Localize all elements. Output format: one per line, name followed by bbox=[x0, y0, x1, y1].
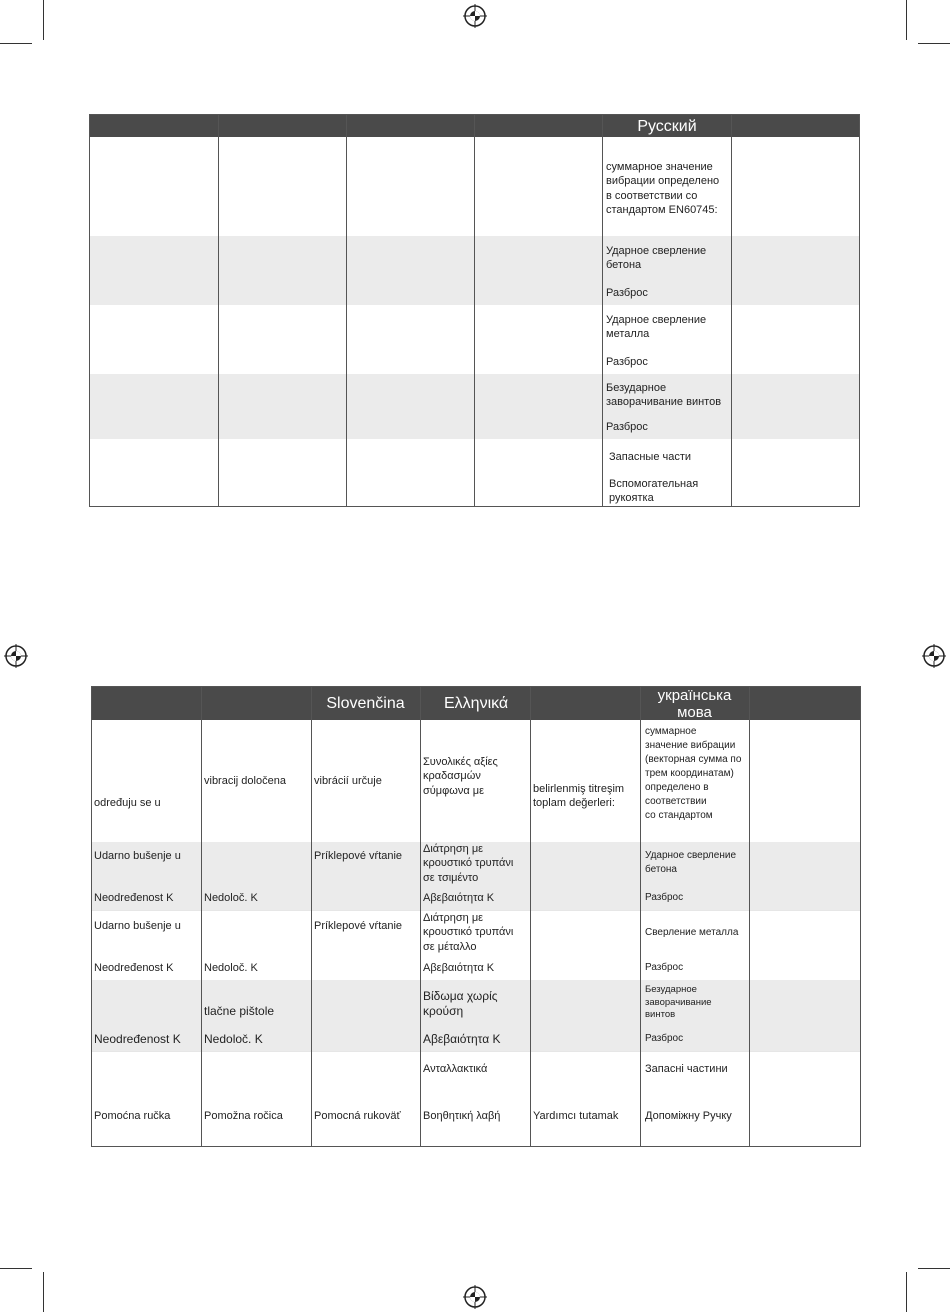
cell-text: Разброс bbox=[645, 962, 684, 973]
cell-text: Разброс bbox=[645, 892, 684, 903]
row-separator bbox=[92, 1051, 860, 1052]
cell-text: Διάτρηση με κρουστικό τρυπάνι σε μέταλλο bbox=[423, 912, 514, 953]
header-cell bbox=[92, 687, 201, 720]
column-divider bbox=[530, 687, 531, 1146]
cell-text: određuju se u bbox=[94, 797, 161, 809]
header-cell-ukrainian: українська мова bbox=[657, 686, 732, 721]
cell-text: Ударное сверление бетона bbox=[606, 245, 707, 272]
cell-text: Príklepové vŕtanie bbox=[314, 920, 403, 932]
registration-mark-icon bbox=[922, 644, 946, 668]
crop-mark bbox=[0, 43, 32, 44]
top-spec-table bbox=[89, 114, 860, 507]
cell-text: belirlenmiş titreşim toplam değerleri: bbox=[533, 783, 625, 810]
column-divider bbox=[218, 115, 219, 506]
header-cell bbox=[475, 115, 603, 137]
cell-text: Αβεβαιότητα K bbox=[423, 892, 495, 904]
cell-text: Разброс bbox=[645, 1033, 684, 1044]
registration-mark-icon bbox=[4, 644, 28, 668]
column-divider bbox=[420, 687, 421, 1146]
registration-mark-icon bbox=[463, 1285, 487, 1309]
cell-text: Βίδωμα χωρίς κρούση bbox=[423, 989, 498, 1018]
header-cell-russian: Русский bbox=[637, 117, 697, 135]
column-divider bbox=[602, 115, 603, 506]
crop-mark bbox=[43, 1272, 44, 1312]
cell-text: Príklepové vŕtanie bbox=[314, 850, 403, 862]
cell-text: Допоміжну Ручку bbox=[645, 1110, 732, 1122]
cell-text: Neodređenost K bbox=[94, 892, 174, 904]
cell-text: Ударное сверление бетона bbox=[645, 850, 737, 875]
cell-text: Ανταλλακτικά bbox=[423, 1063, 488, 1075]
cell-text: Διάτρηση με κρουστικό τρυπάνι σε τσιμέντο bbox=[423, 843, 514, 884]
column-divider bbox=[346, 115, 347, 506]
cell-text: Nedoloč. K bbox=[204, 962, 258, 974]
header-cell bbox=[347, 115, 475, 137]
cell-text: Запасні частини bbox=[645, 1063, 728, 1075]
cell-text: Yardımcı tutamak bbox=[533, 1110, 619, 1122]
registration-mark-icon bbox=[463, 4, 487, 28]
cell-text: Pomoćna ručka bbox=[94, 1110, 171, 1122]
cell-text: Разброс bbox=[606, 287, 648, 299]
cell-text: Pomožna ročica bbox=[204, 1110, 283, 1122]
crop-mark bbox=[918, 43, 950, 44]
header-cell bbox=[218, 115, 346, 137]
crop-mark bbox=[906, 0, 907, 40]
cell-text: Αβεβαιότητα K bbox=[423, 962, 495, 974]
header-cell bbox=[530, 687, 640, 720]
cell-text: Безударное заворачивание винтов bbox=[606, 382, 722, 409]
header-cell-greek: Ελληνικά bbox=[444, 695, 509, 712]
cell-text: Neodređenost K bbox=[94, 962, 174, 974]
crop-mark bbox=[918, 1268, 950, 1269]
bottom-spec-table bbox=[91, 686, 861, 1147]
cell-text: Βοηθητική λαβή bbox=[423, 1110, 501, 1122]
cell-text: Nedoloč. K bbox=[204, 892, 258, 904]
column-divider bbox=[474, 115, 475, 506]
cell-text: vibracij določena bbox=[204, 775, 286, 787]
header-cell-slovak: Slovenčina bbox=[326, 695, 405, 712]
column-divider bbox=[640, 687, 641, 1146]
cell-text: Разброс bbox=[606, 356, 648, 368]
table-header bbox=[92, 687, 860, 720]
cell-text: Udarno bušenje u bbox=[94, 850, 181, 862]
cell-text: tlačne pištole bbox=[204, 1004, 275, 1018]
cell-text: Ударное сверление металла bbox=[606, 314, 707, 341]
header-cell bbox=[201, 687, 311, 720]
cell-text: суммарное значение вибрации (векторная сумма по трем координатам) определено в соответствии со стандартом bbox=[645, 726, 742, 821]
cell-text: Вспомогательная рукоятка bbox=[609, 478, 699, 505]
header-cell bbox=[731, 115, 859, 137]
column-divider bbox=[731, 115, 732, 506]
cell-text: vibrácií určuje bbox=[314, 775, 382, 787]
cell-text: Безударное заворачивание винтов bbox=[645, 984, 712, 1020]
cell-text: Neodređenost K bbox=[94, 1032, 181, 1046]
cell-text: Συνολικές αξίες κραδασμών σύμφωνα με bbox=[423, 756, 498, 797]
header-cell bbox=[749, 687, 860, 720]
column-divider bbox=[749, 687, 750, 1146]
cell-text: Сверление металла bbox=[645, 927, 739, 938]
header-cell bbox=[90, 115, 218, 137]
crop-mark bbox=[906, 1272, 907, 1312]
cell-text: Udarno bušenje u bbox=[94, 920, 181, 932]
cell-text: Запасные части bbox=[609, 451, 692, 463]
crop-mark bbox=[0, 1268, 32, 1269]
column-divider bbox=[311, 687, 312, 1146]
cell-text: Разброс bbox=[606, 421, 648, 433]
cell-text: суммарное значение вибрации определено в соответствии со стандартом EN60745: bbox=[606, 161, 720, 217]
cell-text: Pomocná rukoväť bbox=[314, 1110, 401, 1122]
cell-text: Αβεβαιότητα K bbox=[423, 1032, 501, 1046]
crop-mark bbox=[43, 0, 44, 40]
column-divider bbox=[201, 687, 202, 1146]
cell-text: Nedoloč. K bbox=[204, 1032, 263, 1046]
